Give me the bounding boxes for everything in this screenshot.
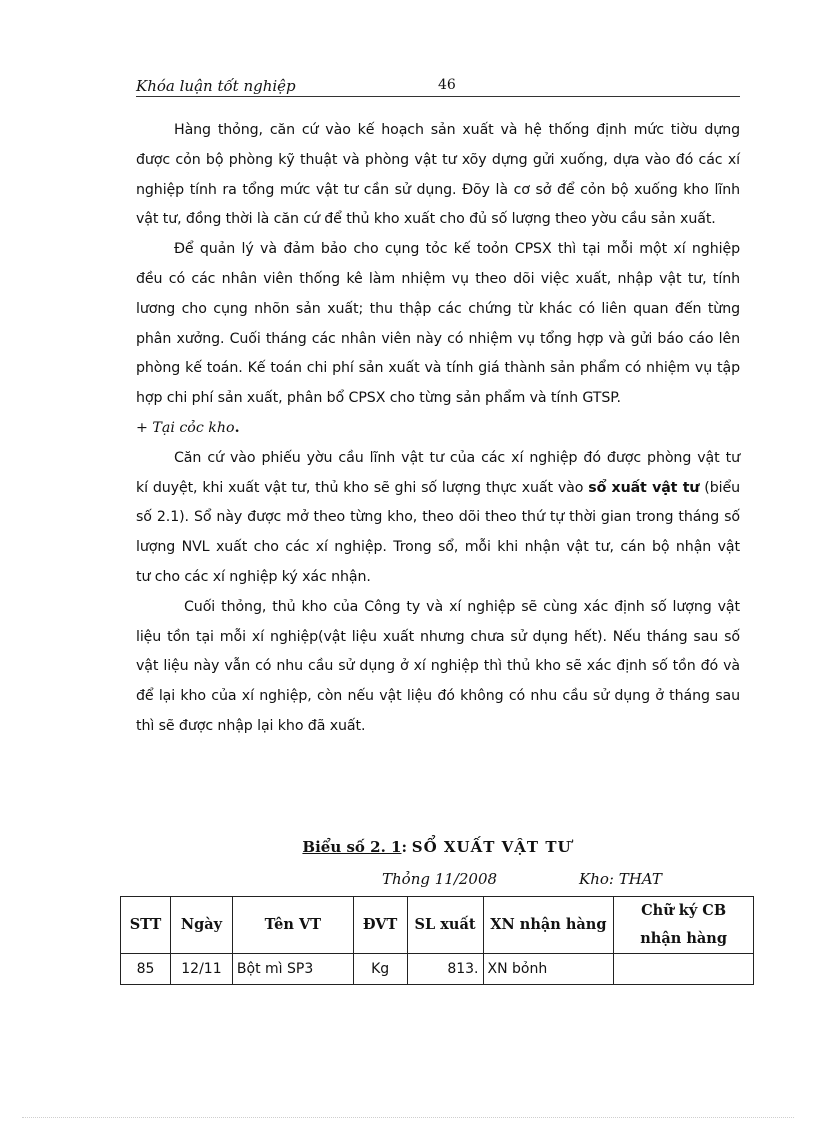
text-run: kí duyệt, khi xuất vật tư, thủ kho sẽ ghi số lượng thực xuất vào bbox=[136, 479, 584, 496]
col-header-stt: STT bbox=[121, 897, 171, 954]
col-header-name: Tên VT bbox=[232, 897, 353, 954]
text-line: thì sẽ được nhập lại kho đã xuất. bbox=[136, 717, 366, 734]
text-line: phân xưởng. Cuối tháng các nhân viên này có nhiệm vụ tổng hợp và gửi báo cáo lên bbox=[136, 330, 740, 347]
bottom-dotted-border bbox=[22, 1117, 794, 1118]
text-line: Hàng thỏng, căn cứ vào kế hoạch sản xuất và hệ thống định mức tiờu dựng bbox=[174, 122, 740, 138]
table-header-row bbox=[121, 897, 754, 954]
page-number: 46 bbox=[438, 77, 456, 93]
text-line: số 2.1). Sổ này được mở theo từng kho, theo dõi theo thứ tự thời gian trong tháng số bbox=[136, 509, 740, 526]
paragraph-4 bbox=[136, 593, 740, 742]
text-line: lượng NVL xuất cho các xí nghiệp. Trong sổ, mỗi khi nhận vật tư, cán bộ nhận vật bbox=[136, 539, 740, 556]
text-line: nghiệp tính ra tổng mức vật tư cần sử dụng. Đõy là cơ sở để cỏn bộ xuống kho lĩnh bbox=[136, 181, 740, 198]
text-line: để lại kho của xí nghiệp, còn nếu vật liệu đó không có nhu cầu sử dụng ở tháng sau bbox=[136, 688, 740, 705]
cell-name: Bột mì SP3 bbox=[232, 954, 353, 985]
page-header bbox=[136, 76, 740, 97]
text-line: Cuối thỏng, thủ kho của Công ty và xí nghiệp sẽ cùng xác định số lượng vật bbox=[184, 598, 740, 615]
header-line: Chữ ký CB bbox=[641, 902, 727, 919]
caption-warehouse: Kho: THAT bbox=[579, 870, 662, 888]
subheading-text: + Tại cỏc kho bbox=[136, 419, 235, 436]
subheading-dot: . bbox=[234, 419, 240, 436]
cell-qty: 813. bbox=[407, 954, 483, 985]
col-header-receiver: XN nhận hàng bbox=[483, 897, 614, 954]
text-line: tư cho các xí nghiệp ký xác nhận. bbox=[136, 568, 371, 585]
cell-receiver: XN bỏnh bbox=[483, 954, 614, 985]
col-header-unit: ĐVT bbox=[353, 897, 407, 954]
paragraph-1 bbox=[136, 116, 740, 235]
col-header-date: Ngày bbox=[170, 897, 232, 954]
header-title: Khóa luận tốt nghiệp bbox=[136, 77, 296, 95]
text-line: được cỏn bộ phòng kỹ thuật và phòng vật tư xõy dựng gửi xuống, dựa vào đó các xí bbox=[136, 151, 740, 168]
caption-separator: : bbox=[401, 838, 408, 856]
ledger-table bbox=[120, 896, 754, 985]
text-line: vật tư, đồng thời là căn cứ để thủ kho xuất cho đủ số lượng theo yờu cầu sản xuất. bbox=[136, 211, 716, 228]
cell-signature bbox=[614, 954, 754, 985]
text-line: Để quản lý và đảm bảo cho cụng tỏc kế toỏn CPSX thì tại mỗi một xí nghiệp bbox=[174, 241, 740, 258]
cell-date: 12/11 bbox=[170, 954, 232, 985]
cell-stt: 85 bbox=[121, 954, 171, 985]
header-line: nhận hàng bbox=[640, 930, 727, 947]
text-line: hợp chi phí sản xuất, phân bổ CPSX cho từng sản phẩm và tính GTSP. bbox=[136, 390, 621, 407]
col-header-qty: SL xuất bbox=[407, 897, 483, 954]
table-caption bbox=[120, 838, 754, 856]
text-line: vật liệu này vẫn có nhu cầu sử dụng ở xí nghiệp thì thủ kho sẽ xác định số tồn đó và bbox=[136, 658, 740, 675]
paragraph-2 bbox=[136, 235, 740, 414]
bold-term: sổ xuất vật tư bbox=[588, 479, 700, 496]
paragraph-3 bbox=[136, 444, 740, 593]
caption-title: SỔ XUẤT VẬT TƯ bbox=[411, 838, 572, 856]
table-row bbox=[121, 954, 754, 985]
caption-label: Biểu số 2. 1 bbox=[302, 838, 402, 856]
cell-unit: Kg bbox=[353, 954, 407, 985]
text-line: đều có các nhân viên thống kê làm nhiệm vụ theo dõi việc xuất, nhập vật tư, tính bbox=[136, 270, 740, 287]
subheading bbox=[136, 414, 740, 444]
col-header-signature bbox=[614, 897, 754, 954]
document-body bbox=[136, 116, 740, 742]
text-line: lương cho cụng nhõn sản xuất; thu thập các chứng từ khác có liên quan đến từng bbox=[136, 300, 740, 317]
text-line bbox=[136, 474, 740, 504]
caption-period: Thỏng 11/2008 bbox=[382, 870, 498, 888]
text-run: (biểu bbox=[704, 479, 740, 496]
text-line: phòng kế toán. Kế toán chi phí sản xuất và tính giá thành sản phẩm có nhiệm vụ tập bbox=[136, 360, 740, 377]
text-line: Căn cứ vào phiếu yờu cầu lĩnh vật tư của các xí nghiệp đó được phòng vật tư bbox=[174, 449, 740, 466]
text-line: liệu tồn tại mỗi xí nghiệp(vật liệu xuất nhưng chưa sử dụng hết). Nếu tháng sau số bbox=[136, 628, 740, 645]
